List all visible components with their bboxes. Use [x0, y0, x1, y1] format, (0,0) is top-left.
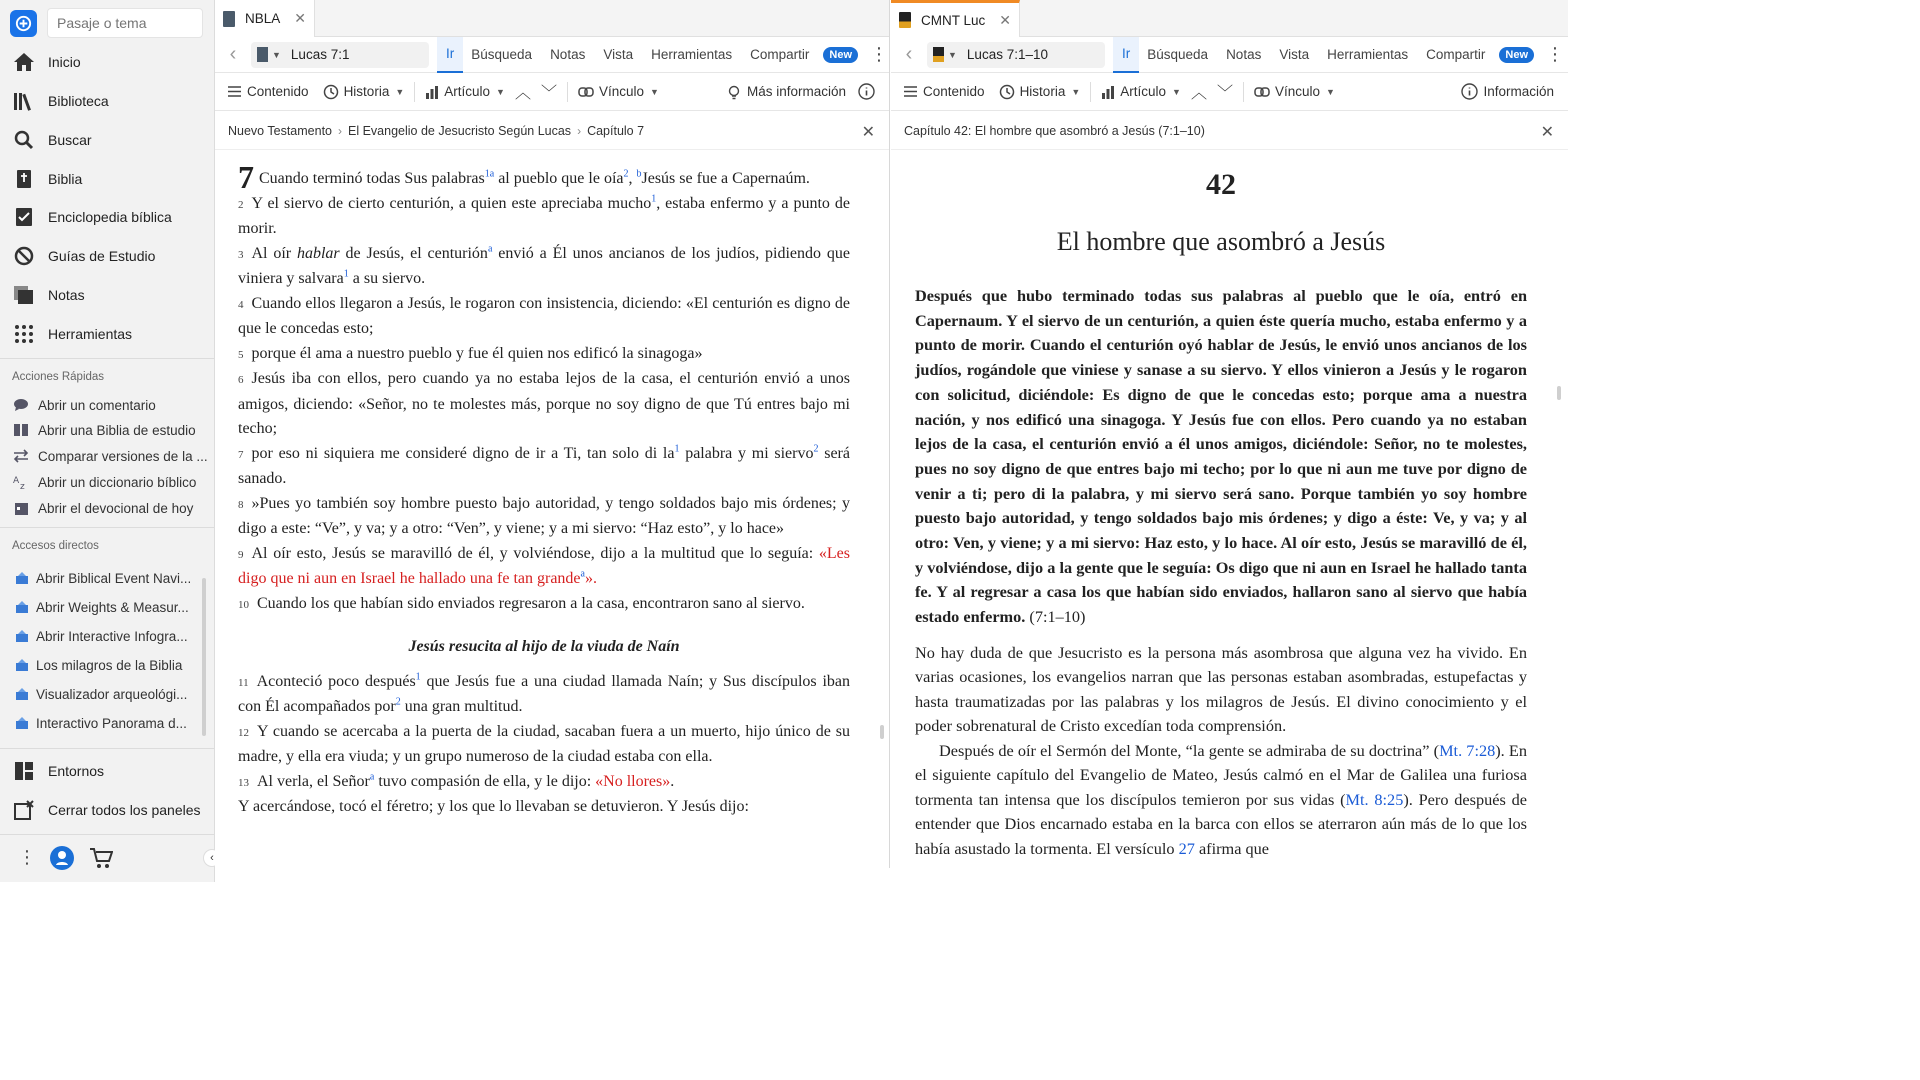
tools-grid-icon	[13, 323, 35, 345]
articulo-button[interactable]	[1101, 84, 1181, 99]
quick-action-diccionario[interactable]	[0, 470, 214, 494]
paragraph-text: ). En el siguiente capítulo del Evangelio de Mateo, Jesús calmó en el Mar de Galilea una furiosa tormenta tan intensa que los discípulos temieron por sus vidas (	[915, 740, 1527, 809]
more-vertical-icon[interactable]: ⋮	[1546, 44, 1565, 64]
breadcrumb-item[interactable]: Capítulo 42: El hombre que asombró a Jesús (7:1–10)	[904, 123, 1205, 138]
mas-informacion-label: Más información	[746, 84, 846, 99]
toolbar-separator	[567, 82, 568, 102]
toolbar-separator	[1243, 82, 1244, 102]
book-icon	[933, 47, 944, 62]
panel-tab-cmnt-luc[interactable]	[891, 0, 1020, 37]
tab-busqueda[interactable]: Búsqueda	[471, 47, 533, 62]
footnote-marker[interactable]: 1	[415, 671, 421, 683]
scripture-link[interactable]: Mt. 7:28	[1439, 740, 1496, 760]
toolbar-separator	[1090, 82, 1091, 102]
tab-notas[interactable]: Notas	[550, 47, 586, 62]
more-vertical-icon[interactable]: ⋮	[870, 44, 889, 64]
panel-toolbar	[215, 73, 889, 111]
tab-title: CMNT Luc	[921, 12, 986, 28]
commentary-text	[915, 166, 1527, 861]
bible-panel	[215, 0, 890, 882]
text-viewport-mask	[891, 880, 1568, 882]
chevron-down-icon: ▼	[1326, 86, 1335, 97]
verse-text: Al verla, el Señor	[257, 772, 370, 790]
scripture-link[interactable]: 27	[1178, 838, 1195, 858]
shortcut-label: Abrir Weights & Measur...	[36, 599, 189, 615]
quick-action-biblia-estudio[interactable]	[0, 418, 214, 442]
shortcut-icon	[14, 599, 30, 615]
shortcut-label: Interactivo Panorama d...	[36, 715, 187, 731]
home-icon	[13, 51, 35, 73]
verse-7	[238, 442, 850, 492]
tab-vista[interactable]: Vista	[603, 47, 634, 62]
comment-icon	[12, 396, 30, 414]
verse-text: Al oír esto, Jesús se maravilló de él, y volviéndose, dijo a la multitud que lo seguía:	[251, 544, 819, 562]
list-icon	[227, 85, 242, 98]
articulo-label: Artículo	[444, 84, 491, 99]
footnote-marker[interactable]: a	[580, 568, 585, 580]
back-arrow-icon[interactable]: ‹	[905, 43, 913, 65]
scripture-link[interactable]: Mt. 8:25	[1345, 789, 1404, 809]
toolbar-separator	[414, 82, 415, 102]
verse-text: Y cuando se acercaba a la puerta de la ciudad, sacaban fuera a un muerto, hijo único de su madre, y ella era viuda; y un grupo numeroso de la ciudad estaba con ella.	[238, 722, 850, 765]
quick-action-devocional[interactable]	[0, 496, 214, 520]
breadcrumb-item[interactable]: Nuevo Testamento	[228, 123, 332, 138]
commentary-panel	[891, 0, 1568, 882]
calendar-icon	[12, 499, 30, 517]
tab-title: NBLA	[245, 11, 281, 26]
shortcut-icon	[14, 686, 30, 702]
account-avatar-icon[interactable]	[50, 846, 74, 870]
layouts-icon	[13, 760, 35, 782]
nav-item-buscar[interactable]	[0, 121, 214, 159]
next-arrow-icon[interactable]: ﹀	[540, 85, 557, 102]
verse-14-partial	[238, 795, 850, 820]
study-guide-icon	[13, 245, 35, 267]
tab-herramientas[interactable]: Herramientas	[1327, 47, 1409, 62]
shortcut-icon	[14, 715, 30, 731]
contenido-button[interactable]	[227, 84, 309, 99]
shortcut-item[interactable]	[0, 710, 200, 736]
panel-tab-nbla[interactable]	[215, 0, 315, 37]
nav-label: Biblioteca	[48, 93, 109, 109]
verse-text: Y el siervo de cierto centurión, a quien este apreciaba mucho	[251, 194, 652, 212]
verse-4	[238, 292, 850, 342]
book-icon	[257, 47, 268, 62]
reference-box[interactable]	[251, 42, 429, 68]
panel-tabbar	[215, 0, 889, 37]
informacion-button[interactable]	[1461, 83, 1554, 100]
previous-arrow-icon[interactable]: ︿	[1190, 85, 1207, 102]
panel-navbar	[891, 37, 1568, 73]
verse-text: Jesús iba con ellos, pero cuando ya no estaba lejos de la casa, el centurión envió a unos amigos, diciendo: «Señor, no te molestes más, porque no soy digno de que Tú entres bajo mi techo;	[238, 370, 850, 437]
contenido-label: Contenido	[247, 84, 309, 99]
quick-action-label: Abrir el devocional de hoy	[38, 500, 194, 516]
tab-notas[interactable]: Notas	[1226, 47, 1262, 62]
lightbulb-icon	[726, 84, 742, 100]
nav-item-guias[interactable]	[0, 237, 214, 275]
close-breadcrumb-icon[interactable]: ✕	[861, 124, 875, 141]
new-badge[interactable]: New	[1499, 47, 1534, 63]
verse-text: a su siervo.	[348, 270, 426, 287]
text-viewport-mask	[215, 868, 890, 882]
verse-text: .	[670, 772, 675, 790]
verse-text: tuvo compasión de ella, y le dijo:	[374, 772, 596, 790]
bar-chart-icon	[1101, 85, 1115, 99]
panel-tabbar	[891, 0, 1568, 37]
verse-text: será sanado.	[238, 444, 850, 487]
verse-9	[238, 542, 850, 592]
new-badge[interactable]: New	[823, 47, 858, 63]
shortcut-label: Abrir Biblical Event Navi...	[36, 570, 192, 586]
info-circle-icon	[1461, 83, 1478, 100]
shortcut-label: Visualizador arqueológi...	[36, 686, 188, 702]
bar-chart-icon	[425, 85, 439, 99]
history-icon	[323, 84, 339, 100]
tab-ir[interactable]: Ir	[1113, 37, 1139, 73]
shortcut-icon	[14, 628, 30, 644]
quick-actions-title: Acciones Rápidas	[12, 371, 105, 383]
footnote-marker[interactable]: b	[636, 168, 642, 180]
verse-5	[238, 342, 850, 368]
footnote-marker[interactable]: 1	[343, 268, 349, 280]
shortcut-item[interactable]	[0, 594, 200, 620]
nav-label: Inicio	[48, 54, 81, 70]
footnote-marker[interactable]: 2	[623, 168, 629, 180]
verse-text: Aconteció poco después	[256, 672, 416, 690]
nav-label: Guías de Estudio	[48, 248, 156, 264]
reference-text: Lucas 7:1–10	[966, 47, 1048, 62]
verse-number[interactable]: 13	[238, 776, 249, 789]
footnote-marker[interactable]: 2	[813, 443, 819, 455]
quick-action-label: Abrir un diccionario bíblico	[38, 474, 197, 490]
verse-number[interactable]: 11	[238, 676, 249, 689]
nav-item-enciclopedia[interactable]	[0, 198, 214, 236]
scripture-quote-ref: (7:1–10)	[1025, 607, 1086, 627]
articulo-button[interactable]	[425, 84, 505, 99]
shortcut-icon	[14, 657, 30, 673]
breadcrumb-item[interactable]: Capítulo 7	[587, 123, 645, 138]
previous-arrow-icon[interactable]: ︿	[514, 85, 531, 102]
paragraph-text: afirma que	[1194, 838, 1270, 858]
collapse-sidebar-icon[interactable]: ‹	[203, 849, 221, 867]
nav-label: Buscar	[48, 132, 92, 148]
verse-text: Cuando terminó todas Sus palabras	[259, 170, 485, 187]
dictionary-az-icon	[12, 473, 30, 491]
vertical-scrollbar[interactable]	[1557, 386, 1561, 400]
sidebar	[0, 0, 215, 882]
footnote-marker[interactable]: a	[487, 243, 493, 255]
verse-text: »Pues yo también soy hombre puesto bajo autoridad, y tengo soldados bajo mis órdenes; y digo a este: “Ve”, y va; y a otro: “Ven”, y viene; y a mi siervo: “Haz esto”, y lo hace»	[238, 494, 850, 537]
nav-item-biblioteca[interactable]	[0, 82, 214, 120]
verse-number[interactable]: 5	[238, 348, 244, 361]
verse-text: Jesús se fue a Capernaúm.	[641, 170, 810, 187]
tab-busqueda[interactable]: Búsqueda	[1147, 47, 1209, 62]
verse-text: porque él ama a nuestro pueblo y fue él quien nos edificó la sinagoga»	[251, 344, 703, 362]
nav-item-biblia[interactable]	[0, 160, 214, 198]
shortcuts-title: Accesos directos	[12, 540, 99, 552]
vinculo-label: Vínculo	[598, 84, 645, 99]
verse-number[interactable]: 10	[238, 598, 249, 611]
shortcuts-scrollbar[interactable]	[202, 578, 206, 736]
breadcrumb-separator: ›	[338, 123, 342, 138]
shortcut-icon	[14, 570, 30, 586]
nav-label: Cerrar todos los paneles	[48, 802, 201, 818]
verse-text: que Jesús fue a una ciudad llamada Naín; y Sus discípulos iban con Él acompañados por	[238, 672, 850, 715]
verse-text: Cuando los que habían sido enviados regresaron a la casa, encontraron sano al siervo.	[257, 594, 805, 612]
verse-text: por eso ni siquiera me consideré digno de ir a Ti, tan solo di la	[251, 444, 675, 462]
cart-icon[interactable]	[89, 847, 113, 874]
paragraph-text: Después de oír el Sermón del Monte, “la gente se admiraba de su doctrina” (	[939, 740, 1440, 760]
contenido-label: Contenido	[923, 84, 985, 99]
link-icon	[578, 85, 594, 99]
verse-1	[238, 159, 850, 195]
verse-number[interactable]: 9	[238, 548, 244, 561]
bible-text	[238, 160, 850, 820]
scripture-quote	[915, 284, 1527, 630]
verse-number[interactable]: 8	[238, 498, 244, 511]
historia-button[interactable]	[323, 84, 405, 100]
close-tab-icon[interactable]: ✕	[294, 10, 307, 26]
link-icon	[1254, 85, 1270, 99]
compare-arrows-icon	[12, 447, 30, 465]
verse-text: Al oír	[251, 244, 297, 262]
tab-compartir[interactable]: Compartir	[750, 47, 810, 62]
quick-action-label: Comparar versiones de la ...	[38, 448, 208, 464]
mas-informacion-button[interactable]	[726, 84, 846, 100]
close-tab-icon[interactable]: ✕	[999, 11, 1011, 28]
nav-item-inicio[interactable]	[0, 43, 214, 81]
book-icon	[899, 12, 911, 28]
verse-text: Y acercándose, tocó el féretro; y los que lo llevaban se detuvieron. Y Jesús dijo:	[238, 798, 749, 815]
tab-ir[interactable]: Ir	[437, 37, 463, 73]
footnote-marker[interactable]: 2	[395, 696, 401, 708]
book-icon	[223, 11, 235, 27]
tab-herramientas[interactable]: Herramientas	[651, 47, 733, 62]
quick-action-comentario[interactable]	[0, 393, 214, 417]
nav-label: Enciclopedia bíblica	[48, 209, 172, 225]
panel-toolbar	[891, 73, 1568, 111]
verse-text: ,	[628, 170, 637, 187]
verse-text: palabra y mi siervo	[679, 444, 814, 462]
verse-text: al pueblo que le oía	[494, 170, 624, 187]
shortcut-item[interactable]	[0, 623, 200, 649]
chapter-title: El hombre que asombró a Jesús	[1056, 227, 1386, 256]
breadcrumb-item[interactable]: El Evangelio de Jesucristo Según Lucas	[348, 123, 572, 138]
reference-text: Lucas 7:1	[290, 47, 350, 62]
words-of-christ: ».	[584, 570, 597, 587]
shortcut-item[interactable]	[0, 681, 200, 707]
chevron-down-icon: ▼	[1172, 86, 1181, 97]
section-heading: Jesús resucita al hijo de la viuda de Naín	[408, 638, 680, 655]
shortcut-label: Los milagros de la Biblia	[36, 657, 183, 673]
articulo-label: Artículo	[1120, 84, 1167, 99]
verse-text: , estaba enfermo y a punto de morir.	[238, 194, 851, 237]
breadcrumb-separator: ›	[577, 123, 582, 138]
shortcut-item[interactable]	[0, 652, 200, 678]
verse-10	[238, 592, 850, 618]
chevron-down-icon[interactable]: ▼	[272, 49, 281, 60]
verse-text: envió a Él unos ancianos de los judíos, pidiendo que viniera y salvara	[238, 244, 850, 287]
footnote-marker[interactable]: 1	[674, 443, 680, 455]
footnote-marker[interactable]: 1	[651, 193, 657, 205]
breadcrumb	[215, 112, 889, 150]
vertical-scrollbar[interactable]	[880, 725, 884, 739]
chevron-down-icon: ▼	[395, 86, 405, 97]
verse-number[interactable]: 2	[238, 198, 244, 211]
commentary-paragraph: No hay duda de que Jesucristo es la persona más asombrosa que alguna vez ha vivido. En varias ocasiones, los evangelios narran que las personas estaban asombradas, estupefactas y hasta traumatizadas por las palabras y los milagros de Jesús. El divino conocimiento y el poder sobrenatural de Cristo excedían toda comprensión.	[915, 642, 1527, 736]
nav-label: Biblia	[48, 171, 83, 187]
verse-13	[238, 770, 850, 796]
verse-text: de Jesús, el centurión	[339, 244, 488, 262]
nav-item-cerrar-paneles[interactable]	[0, 791, 214, 829]
shortcut-label: Abrir Interactive Infogra...	[36, 628, 188, 644]
verse-11	[238, 670, 850, 720]
words-of-christ: «No llores»	[595, 772, 671, 790]
sidebar-divider	[0, 358, 215, 359]
notes-icon	[13, 284, 35, 306]
historia-label: Historia	[1019, 84, 1066, 99]
nav-item-herramientas[interactable]	[0, 315, 214, 353]
quick-action-comparar[interactable]	[0, 444, 214, 468]
vinculo-button[interactable]	[578, 84, 659, 99]
shortcut-item[interactable]	[0, 565, 200, 591]
historia-label: Historia	[343, 84, 390, 99]
verse-number[interactable]: 12	[238, 726, 249, 739]
panel-navbar	[215, 37, 889, 73]
footnote-marker[interactable]: a	[369, 771, 375, 783]
study-bible-icon	[12, 421, 30, 439]
back-arrow-icon[interactable]: ‹	[229, 43, 237, 65]
close-breadcrumb-icon[interactable]: ✕	[1540, 124, 1554, 141]
vinculo-label: Vínculo	[1274, 84, 1321, 99]
verse-2	[238, 192, 850, 242]
verse-number[interactable]: 4	[238, 298, 244, 311]
sidebar-divider	[0, 834, 215, 835]
chevron-down-icon: ▼	[1071, 86, 1081, 97]
scripture-quote-text: Después que hubo terminado todas sus palabras al pueblo que le oía, entró en Capernaum. Y el siervo de un centurión, a quien éste quería mucho, estaba enfermo y a punto de morir. Cuando el centurión oyó hablar de Jesús, le envió unos ancianos de los judíos, rogándole que viniese y sanase a su siervo. Y ellos vinieron a Jesús y le rogaron con solicitud, diciéndole: Es digno de que le concedas esto; porque ama a nuestra nación, y nos edificó una sinagoga. Y Jesús fue con ellos. Pero cuando ya no estaban lejos de la casa, el centurión envió a él unos amigos, diciéndole: Señor, no te molestes, pues no soy digno de que entres bajo mi techo; por lo que ni aun me tuve por digno de venir a ti; pero di la palabra, y mi siervo será sano. Porque también yo soy hombre puesto bajo autoridad, y tengo soldados bajo mis órdenes; y digo a éste: Ve, y va; y al otro: Ven, y viene; y a mi siervo: Haz esto, y lo hace. Al oír esto, Jesús se maravilló de él, y volviéndose, dijo a la gente que le seguía: Os digo que ni aun en Israel he hallado tanta fe. Y al regresar a casa los que habían sido enviados, hallaron sano al siervo que había estado enfermo.	[915, 286, 1527, 627]
nav-label: Entornos	[48, 763, 105, 779]
nav-label: Herramientas	[48, 326, 133, 342]
tab-compartir[interactable]: Compartir	[1426, 47, 1486, 62]
bible-icon	[13, 168, 35, 190]
quick-action-label: Abrir un comentario	[38, 397, 156, 413]
info-circle-icon[interactable]	[858, 83, 875, 100]
sidebar-divider	[0, 527, 215, 528]
verse-text: una gran multitud.	[400, 698, 523, 715]
search-icon	[13, 129, 35, 151]
library-icon	[13, 90, 35, 112]
next-arrow-icon[interactable]: ﹀	[1216, 85, 1233, 102]
commentary-paragraph	[915, 739, 1527, 862]
informacion-label: Información	[1483, 84, 1554, 99]
verse-number[interactable]: 7	[238, 448, 244, 461]
footnote-marker[interactable]: 1a	[484, 168, 495, 180]
svg-text:A: A	[13, 476, 20, 486]
chapter-number: 42	[1206, 168, 1236, 201]
verse-text: Cuando ellos llegaron a Jesús, le rogaron con insistencia, diciendo: «El centurión es digno de que le concedas esto;	[238, 294, 850, 337]
passage-search-input[interactable]	[47, 8, 203, 38]
contenido-button[interactable]	[903, 84, 985, 99]
svg-text:z: z	[20, 482, 25, 490]
quick-action-label: Abrir una Biblia de estudio	[38, 422, 196, 438]
breadcrumb	[891, 112, 1568, 150]
historia-button[interactable]	[999, 84, 1081, 100]
chevron-down-icon: ▼	[496, 86, 505, 97]
chapter-number: 7	[238, 159, 254, 195]
verse-text-italic: hablar	[296, 244, 340, 262]
nav-item-entornos[interactable]	[0, 752, 214, 790]
chevron-down-icon: ▼	[650, 86, 659, 97]
tab-vista[interactable]: Vista	[1279, 47, 1310, 62]
close-panels-icon	[13, 799, 35, 821]
nav-item-notas[interactable]	[0, 276, 214, 314]
list-icon	[903, 85, 918, 98]
vinculo-button[interactable]	[1254, 84, 1335, 99]
verse-number[interactable]: 6	[238, 374, 244, 386]
verse-number[interactable]: 3	[238, 248, 244, 261]
verse-8	[238, 492, 850, 542]
more-vertical-icon[interactable]: ⋮	[18, 847, 36, 867]
history-icon	[999, 84, 1015, 100]
nav-label: Notas	[48, 287, 85, 303]
verse-12	[238, 720, 850, 770]
chevron-down-icon[interactable]: ▼	[948, 49, 957, 60]
verse-3	[238, 242, 850, 292]
paragraph-text: ). Pero después de entender que Dios encarnado estaba en la barca con ellos se aterraron aún más de lo que los había asustado la tormenta. El versículo	[915, 789, 1527, 858]
words-of-christ: «Les digo que ni aun en Israel he hallado una fe tan grande	[238, 544, 850, 587]
reference-box[interactable]	[927, 42, 1105, 68]
sidebar-divider	[0, 748, 215, 749]
app-logo-icon[interactable]	[10, 10, 37, 37]
encyclopedia-icon	[13, 206, 35, 228]
verse-6	[238, 367, 850, 442]
